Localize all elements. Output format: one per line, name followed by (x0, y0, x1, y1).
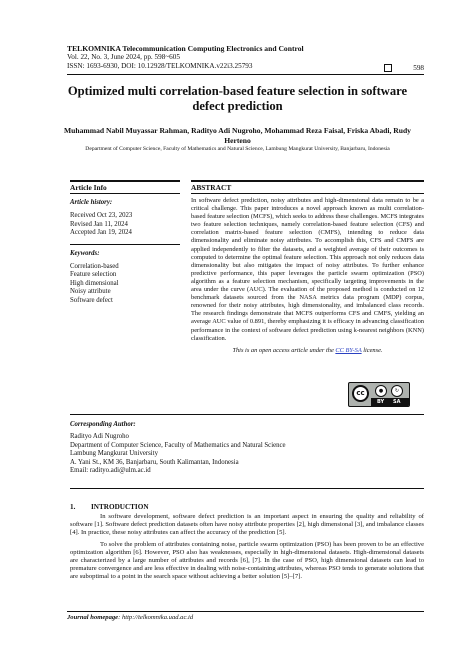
page-number-box (384, 63, 424, 73)
license-link[interactable]: CC BY-SA (335, 346, 362, 354)
abstract-column (191, 180, 424, 355)
homepage-label: Journal homepage (67, 614, 119, 621)
keyword-item: Correlation-based (70, 262, 119, 270)
open-access-note (191, 347, 424, 355)
keyword-item: Noisy attribute (70, 288, 111, 295)
affiliation: Department of Computer Science, Faculty of Mathematics and Natural Science, Lambung Mangkurat University, Banjarbaru, Indonesia (85, 146, 390, 152)
journal-issn: ISSN: 1693-6930, DOI: 10.12928/TELKOMNIKA.v22i3.25793 (67, 62, 253, 70)
abstract-text: In software defect prediction, noisy attributes and high-dimensional data remain to be a critical challenge. This paper introduces a novel approach known as multi correlation-based feature selection (MCFS), which seeks to address these challenges. MCFS integrates two feature selection techniques, namely correlation-based feature selection (CFS) and correlation matrix-based feature selection (CMFS), intending to reduce data dimensionality and eliminate noisy attributes. To accomplish this, CFS and CMFS are applied independently to filter the datasets, and a weighted average of their outcomes is computed to determine the optimal feature selection. This approach not only reduces data dimensionality but also mitigates the impact of noisy attributes. To further enhance predictive performance, this paper leverages the particle swarm optimization (PSO) algorithm as a feature selection mechanism, specifically targeting improvements in the area under the curve (AUC). The evaluation of the proposed method is conducted on 12 benchmark datasets sourced from the NASA metrics data program (MDP) corpus, renowned for their noisy attributes, high dimensionality, and imbalanced class records. The research findings demonstrate that MCFS outperforms CFS and CMFS, yielding an average AUC value of 0.891, thereby emphasizing it is efficacy in advancing classification performance in the context of software defect prediction using k-nearest neighbors (KNN) classification. (191, 197, 424, 342)
square-icon (384, 64, 392, 72)
section-heading (70, 503, 424, 512)
keywords-divider (70, 244, 180, 245)
introduction-section (70, 503, 424, 585)
journal-name: TELKOMNIKA Telecommunication Computing Electronics and Control (67, 44, 304, 53)
keyword-item: Feature selection (70, 271, 117, 278)
journal-volume: Vol. 22, No. 3, June 2024, pp. 598~605 (67, 53, 180, 61)
author-list: Muhammad Nabil Muyassar Rahman, Radityo Adi Nugroho, Mohammad Reza Faisal, Friska Abadi, Rudy Herteno (64, 126, 411, 145)
sa-label: SA (393, 399, 401, 405)
body-paragraph: In software development, software defect prediction is an important aspect in ensuring the quality and reliability of software [1]. Software defect prediction datasets often have noisy attribute properties [2], high dimensional [3], and imbalance classes [4]. In practice, these noisy attributes can affect the accuracy of the prediction [5]. (70, 513, 424, 537)
corresponding-divider (70, 414, 424, 415)
corresponding-dept: Department of Computer Science, Faculty of Mathematics and Natural Science (70, 441, 286, 449)
abstract-divider (191, 193, 424, 194)
paper-title: Optimized multi correlation-based feature selection in software defect prediction (67, 84, 408, 113)
body-divider (70, 488, 424, 489)
header-divider (67, 74, 424, 75)
page-number: 598 (413, 64, 424, 72)
journal-header (67, 44, 417, 71)
open-access-prefix: This is an open access article under the (232, 346, 336, 354)
open-access-suffix: license. (361, 346, 383, 354)
creative-commons-icon: cc (352, 385, 369, 402)
corresponding-author-block (70, 420, 424, 476)
article-info-column (70, 180, 180, 305)
keywords-label: Keywords: (70, 249, 100, 257)
history-accepted: Accepted Jan 19, 2024 (70, 229, 132, 236)
history-received: Received Oct 23, 2023 (70, 212, 133, 219)
abstract-header: ABSTRACT (191, 180, 424, 192)
article-info-header: Article Info (70, 180, 180, 192)
section-title: INTRODUCTION (91, 503, 149, 511)
corresponding-label: Corresponding Author: (70, 421, 136, 428)
cc-by-sa-badge[interactable] (348, 382, 410, 407)
section-number: 1. (70, 503, 76, 511)
history-label: Article history: (70, 199, 113, 206)
history-revised: Revised Jan 11, 2024 (70, 220, 128, 228)
keyword-item: Software defect (70, 296, 113, 304)
corresponding-address: A. Yani St., KM 36, Banjarbaru, South Kalimantan, Indonesia (70, 458, 239, 466)
corresponding-name: Radityo Adi Nugroho (70, 433, 129, 440)
keyword-item: High dimensional (70, 279, 119, 287)
corresponding-email: Email: radityo.adi@ulm.ac.id (70, 467, 151, 474)
share-alike-icon: ↻ (391, 385, 403, 397)
homepage-url[interactable]: : http://telkomnika.uad.ac.id (118, 614, 194, 621)
attribution-icon: ● (375, 385, 387, 397)
by-label: BY (377, 399, 385, 405)
page-footer (67, 611, 424, 622)
body-paragraph: To solve the problem of attributes containing noise, particle swarm optimization (PSO) has been proven to be an effective optimization algorithm [6]. However, PSO also has weaknesses, especially in high-dimensional datasets. High-dimensional datasets are characterized by a large number of attributes and records [6], [7]. In the case of PSO, high dimensional datasets can lead to premature convergence and are less effective in dealing with noise-containing attributes, whereas PSO tends to generate solutions that are suboptimal to a point in the search space without achieving a better solution [5]–[7]. (70, 540, 424, 581)
article-info-divider (70, 193, 180, 194)
corresponding-univ: Lambung Mangkurat University (70, 450, 158, 457)
